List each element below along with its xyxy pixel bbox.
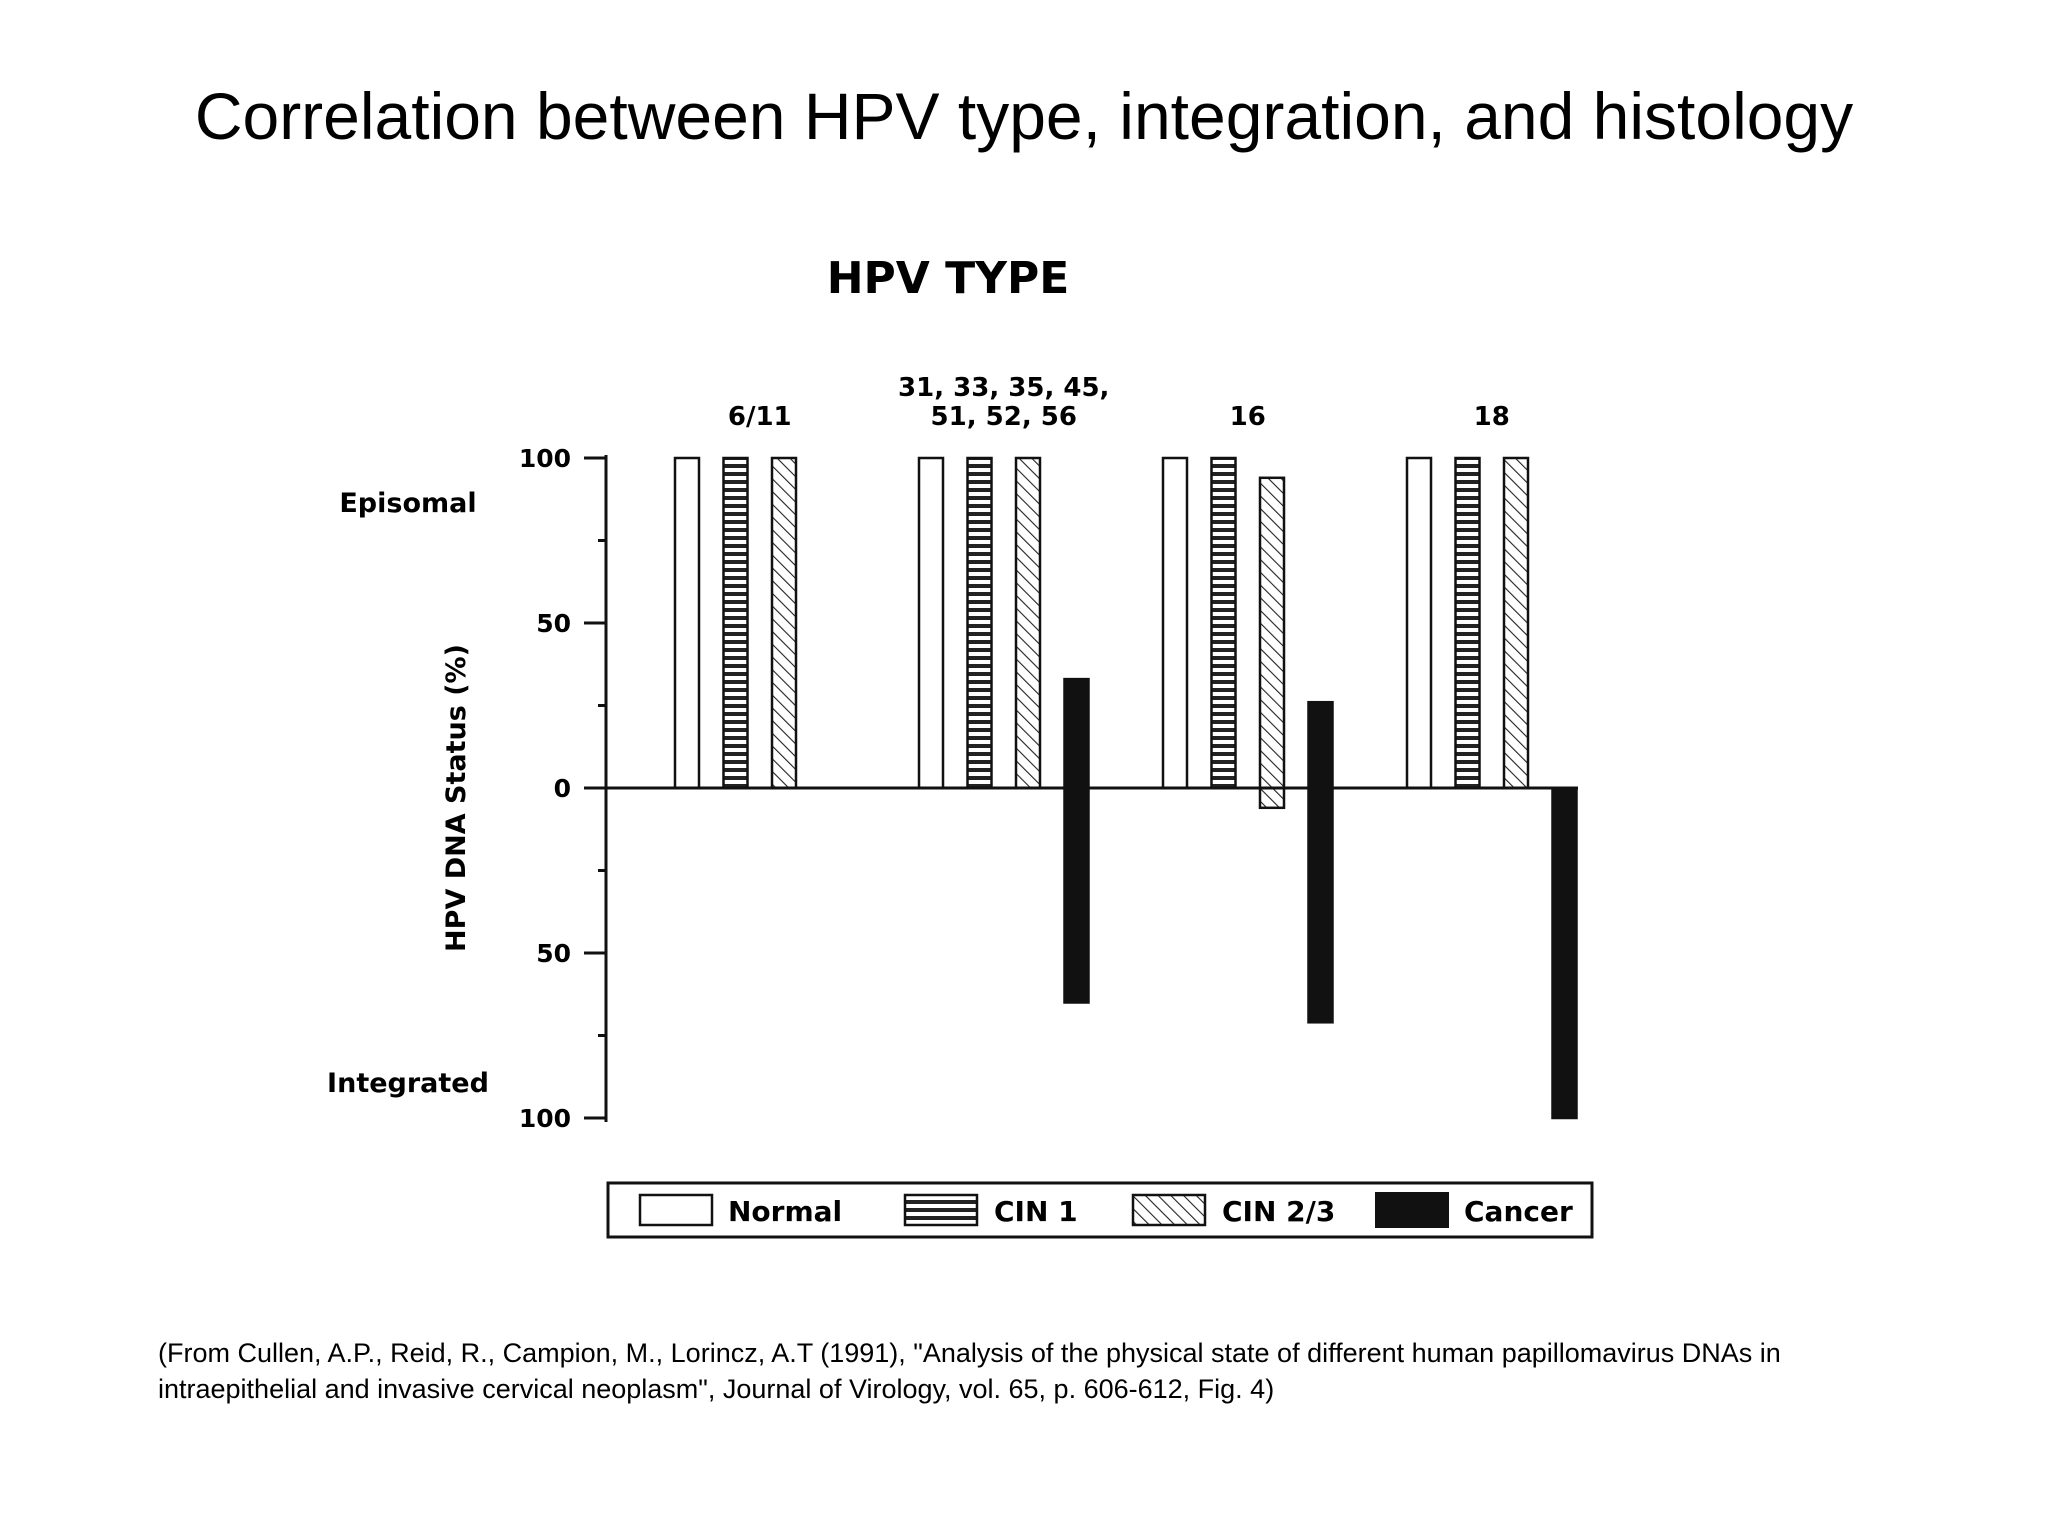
group-label-4: 18	[1473, 402, 1510, 432]
legend-item-cancer	[1376, 1193, 1573, 1228]
legend-swatch-cin23	[1133, 1195, 1205, 1225]
bar-cin1-group-1	[724, 458, 748, 788]
bar-cin23-group-3	[1260, 478, 1284, 808]
y-tick-label: 0	[553, 774, 571, 803]
caption-line-2: intraepithelial and invasive cervical neoplasm", Journal of Virology, vol. 65, p. 606-612, Fig. 4)	[158, 1374, 1275, 1404]
legend-item-cin23	[1133, 1195, 1335, 1228]
group-label-2: 31, 33, 35, 45,	[898, 373, 1110, 403]
bar-normal-group-2	[919, 458, 943, 788]
legend-item-normal	[640, 1195, 842, 1228]
legend-label-cin23: CIN 2/3	[1222, 1195, 1336, 1228]
bar-cancer-group-4	[1553, 788, 1577, 1118]
citation-caption	[158, 1335, 1958, 1407]
legend-label-normal: Normal	[728, 1195, 843, 1228]
bar-cin23-group-1	[772, 458, 796, 788]
bar-normal-group-3	[1163, 458, 1187, 788]
y-tick-label: 50	[536, 609, 571, 638]
bar-cancer-group-2	[1065, 679, 1089, 1002]
bar-cin23-group-2	[1016, 458, 1040, 788]
group-label-1: 6/11	[727, 402, 792, 432]
bar-cancer-group-3	[1309, 702, 1333, 1022]
chart-title: HPV TYPE	[826, 253, 1070, 304]
legend-label-cancer: Cancer	[1464, 1195, 1573, 1228]
bar-normal-group-4	[1407, 458, 1431, 788]
legend-swatch-normal	[640, 1195, 712, 1225]
y-tick-label: 100	[518, 444, 571, 473]
slide-title: Correlation between HPV type, integration, and histology	[194, 79, 1854, 153]
group-label-3: 16	[1229, 402, 1266, 432]
bar-cin1-group-2	[968, 458, 992, 788]
y-top-label: Episomal	[339, 488, 477, 519]
legend-swatch-cancer	[1376, 1193, 1448, 1227]
group-label-2: 51, 52, 56	[930, 402, 1077, 432]
legend-swatch-cin1	[905, 1195, 977, 1225]
legend-label-cin1: CIN 1	[994, 1195, 1078, 1228]
y-tick-label: 50	[536, 939, 571, 968]
bar-cin1-group-4	[1456, 458, 1480, 788]
y-axis-label: HPV DNA Status (%)	[441, 644, 472, 952]
bar-cin1-group-3	[1212, 458, 1236, 788]
y-tick-label: 100	[518, 1104, 571, 1133]
bar-cin23-group-4	[1504, 458, 1528, 788]
caption-line-1: (From Cullen, A.P., Reid, R., Campion, M., Lorincz, A.T (1991), "Analysis of the physical state of different human papillomavirus DNAs in	[158, 1338, 1781, 1368]
y-bottom-label: Integrated	[327, 1068, 489, 1099]
bar-normal-group-1	[675, 458, 699, 788]
